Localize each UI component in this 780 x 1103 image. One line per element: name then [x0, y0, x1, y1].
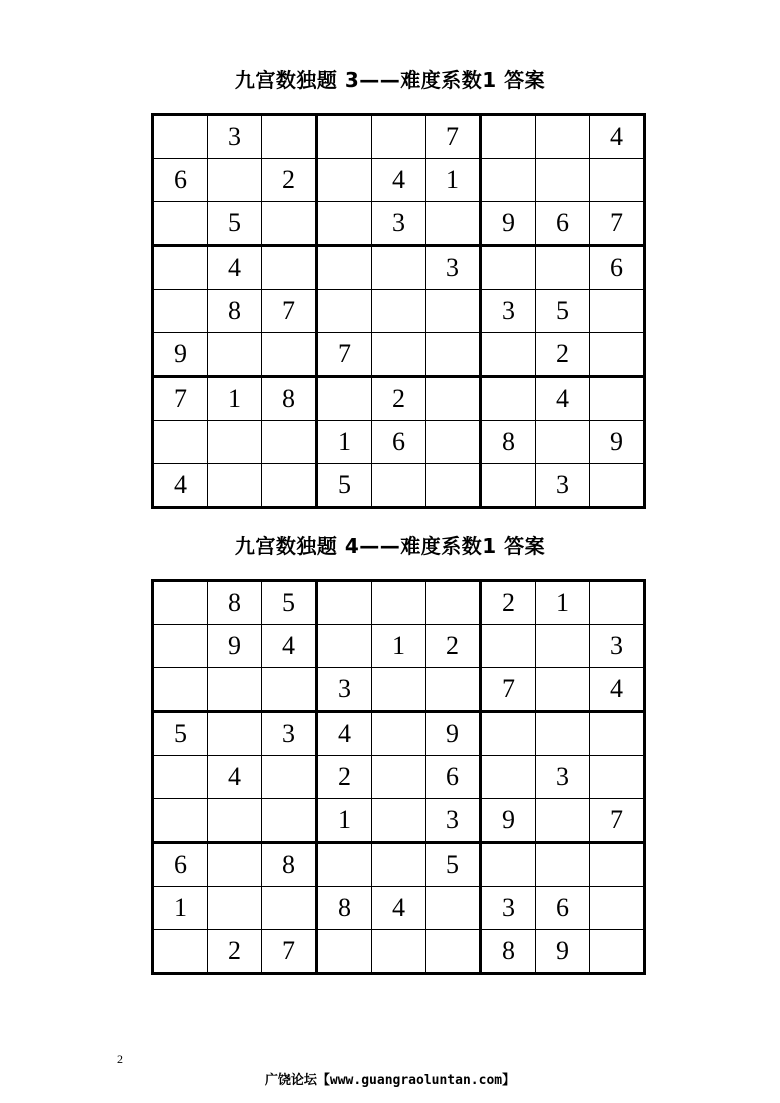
sudoku-cell: [262, 756, 317, 799]
sudoku-cell: [153, 625, 208, 668]
sudoku-cell: 6: [426, 756, 481, 799]
sudoku-cell: [317, 246, 372, 290]
sudoku-cell: [153, 930, 208, 974]
grid-row: [153, 668, 645, 712]
grid-row: [153, 115, 645, 159]
sudoku-cell: 9: [481, 202, 536, 246]
sudoku-cell: 3: [590, 625, 645, 668]
sudoku-cell: 4: [536, 377, 590, 421]
sudoku-cell: [536, 625, 590, 668]
sudoku-cell: 8: [262, 377, 317, 421]
sudoku-cell: [317, 930, 372, 974]
sudoku-cell: [590, 712, 645, 756]
sudoku-cell: [153, 799, 208, 843]
sudoku-cell: 9: [208, 625, 262, 668]
sudoku-cell: [153, 115, 208, 159]
footer-url[interactable]: 【www.guangraoluntan.com】: [316, 1073, 516, 1088]
sudoku-cell: [426, 421, 481, 464]
sudoku-cell: [372, 668, 426, 712]
grid-row: [153, 756, 645, 799]
sudoku-cell: [372, 333, 426, 377]
sudoku-cell: 4: [590, 668, 645, 712]
grid-row: [153, 421, 645, 464]
sudoku-cell: [536, 246, 590, 290]
sudoku-cell: [481, 159, 536, 202]
sudoku-cell: [536, 799, 590, 843]
sudoku-cell: 5: [153, 712, 208, 756]
sudoku-cell: [317, 159, 372, 202]
sudoku-cell: [481, 843, 536, 887]
sudoku-cell: 1: [317, 799, 372, 843]
sudoku-cell: 5: [536, 290, 590, 333]
sudoku-cell: [153, 202, 208, 246]
sudoku-cell: 2: [536, 333, 590, 377]
sudoku-cell: 1: [426, 159, 481, 202]
grid-row: [153, 290, 645, 333]
sudoku-grid-puzzle-4: [151, 579, 646, 975]
sudoku-cell: [262, 668, 317, 712]
sudoku-cell: 7: [262, 930, 317, 974]
sudoku-cell: 3: [208, 115, 262, 159]
sudoku-cell: 6: [372, 421, 426, 464]
sudoku-cell: 3: [317, 668, 372, 712]
sudoku-cell: 4: [590, 115, 645, 159]
sudoku-cell: 6: [536, 887, 590, 930]
sudoku-cell: 7: [426, 115, 481, 159]
sudoku-cell: 7: [317, 333, 372, 377]
grid-row: [153, 712, 645, 756]
sudoku-cell: [590, 159, 645, 202]
sudoku-cell: 1: [372, 625, 426, 668]
sudoku-cell: [262, 464, 317, 508]
sudoku-cell: 4: [317, 712, 372, 756]
sudoku-cell: [481, 115, 536, 159]
sudoku-cell: [208, 421, 262, 464]
grid-row: [153, 159, 645, 202]
sudoku-cell: 3: [426, 246, 481, 290]
sudoku-cell: [426, 464, 481, 508]
sudoku-cell: 2: [317, 756, 372, 799]
sudoku-cell: [153, 421, 208, 464]
sudoku-cell: [426, 930, 481, 974]
sudoku-cell: 3: [536, 756, 590, 799]
sudoku-cell: 4: [208, 756, 262, 799]
sudoku-cell: [372, 930, 426, 974]
sudoku-cell: 9: [426, 712, 481, 756]
sudoku-cell: 8: [481, 930, 536, 974]
sudoku-cell: 8: [481, 421, 536, 464]
sudoku-cell: 3: [536, 464, 590, 508]
sudoku-cell: 3: [372, 202, 426, 246]
sudoku-cell: 3: [481, 290, 536, 333]
sudoku-cell: 4: [372, 159, 426, 202]
grid-row: [153, 843, 645, 887]
sudoku-cell: [317, 290, 372, 333]
sudoku-cell: 1: [536, 581, 590, 625]
sudoku-cell: [590, 464, 645, 508]
sudoku-cell: [372, 115, 426, 159]
sudoku-cell: [481, 625, 536, 668]
sudoku-cell: 8: [317, 887, 372, 930]
sudoku-cell: [426, 290, 481, 333]
sudoku-grid-puzzle-3: [151, 113, 646, 509]
sudoku-cell: [262, 421, 317, 464]
sudoku-cell: 3: [262, 712, 317, 756]
sudoku-cell: 2: [208, 930, 262, 974]
sudoku-cell: 8: [262, 843, 317, 887]
sudoku-cell: [153, 756, 208, 799]
sudoku-cell: 7: [590, 202, 645, 246]
sudoku-cell: 9: [481, 799, 536, 843]
sudoku-cell: [317, 115, 372, 159]
sudoku-cell: [590, 377, 645, 421]
grid-row: [153, 246, 645, 290]
sudoku-cell: 2: [372, 377, 426, 421]
page-number: 2: [117, 1052, 123, 1066]
sudoku-cell: [590, 581, 645, 625]
sudoku-cell: [262, 246, 317, 290]
sudoku-cell: 4: [208, 246, 262, 290]
sudoku-cell: [590, 930, 645, 974]
sudoku-cell: [208, 843, 262, 887]
sudoku-cell: [372, 464, 426, 508]
sudoku-cell: [481, 756, 536, 799]
sudoku-cell: 3: [481, 887, 536, 930]
sudoku-cell: [536, 115, 590, 159]
grid-row: [153, 581, 645, 625]
sudoku-cell: 8: [208, 581, 262, 625]
sudoku-cell: 2: [262, 159, 317, 202]
sudoku-cell: [426, 202, 481, 246]
sudoku-cell: [536, 668, 590, 712]
sudoku-cell: 9: [590, 421, 645, 464]
sudoku-cell: [208, 668, 262, 712]
sudoku-cell: [208, 799, 262, 843]
sudoku-cell: [536, 712, 590, 756]
grid-row: [153, 887, 645, 930]
sudoku-cell: 4: [372, 887, 426, 930]
sudoku-cell: 3: [426, 799, 481, 843]
sudoku-cell: [372, 712, 426, 756]
sudoku-cell: [372, 843, 426, 887]
sudoku-cell: [208, 333, 262, 377]
sudoku-cell: 7: [153, 377, 208, 421]
sudoku-cell: [262, 115, 317, 159]
sudoku-cell: [262, 799, 317, 843]
sudoku-cell: 5: [262, 581, 317, 625]
sudoku-cell: [208, 887, 262, 930]
sudoku-cell: [317, 843, 372, 887]
sudoku-cell: 6: [153, 159, 208, 202]
sudoku-cell: [481, 464, 536, 508]
sudoku-cell: [481, 333, 536, 377]
grid-row: [153, 930, 645, 974]
sudoku-cell: 1: [153, 887, 208, 930]
sudoku-cell: [426, 581, 481, 625]
sudoku-cell: [426, 377, 481, 421]
sudoku-cell: [317, 581, 372, 625]
sudoku-cell: 4: [153, 464, 208, 508]
sudoku-cell: [153, 290, 208, 333]
sudoku-cell: 7: [590, 799, 645, 843]
sudoku-cell: [262, 202, 317, 246]
sudoku-cell: [590, 756, 645, 799]
sudoku-cell: 5: [317, 464, 372, 508]
sudoku-cell: 2: [426, 625, 481, 668]
sudoku-cell: [153, 581, 208, 625]
sudoku-cell: [536, 421, 590, 464]
sudoku-cell: 9: [536, 930, 590, 974]
sudoku-cell: [208, 712, 262, 756]
sudoku-cell: 7: [262, 290, 317, 333]
sudoku-cell: [153, 246, 208, 290]
sudoku-cell: 8: [208, 290, 262, 333]
sudoku-cell: [372, 246, 426, 290]
footer-site-name: 广饶论坛: [264, 1073, 317, 1088]
sudoku-cell: [426, 887, 481, 930]
grid-row: [153, 333, 645, 377]
sudoku-cell: [536, 843, 590, 887]
sudoku-cell: [590, 887, 645, 930]
sudoku-cell: [317, 202, 372, 246]
sudoku-cell: [208, 464, 262, 508]
sudoku-cell: [426, 668, 481, 712]
grid-row: [153, 625, 645, 668]
sudoku-cell: [481, 246, 536, 290]
footer: [0, 1069, 780, 1088]
sudoku-cell: [317, 625, 372, 668]
sudoku-cell: 5: [208, 202, 262, 246]
sudoku-cell: [372, 581, 426, 625]
sudoku-cell: [590, 843, 645, 887]
grid-row: [153, 464, 645, 508]
sudoku-cell: [208, 159, 262, 202]
grid-row: [153, 799, 645, 843]
sudoku-cell: [590, 290, 645, 333]
puzzle-4-title: 九宫数独题 4——难度系数1 答案: [234, 534, 546, 558]
sudoku-cell: 5: [426, 843, 481, 887]
sudoku-cell: 1: [208, 377, 262, 421]
grid-row: [153, 377, 645, 421]
sudoku-cell: 6: [536, 202, 590, 246]
sudoku-cell: [372, 290, 426, 333]
sudoku-cell: 4: [262, 625, 317, 668]
sudoku-cell: [426, 333, 481, 377]
grid-row: [153, 202, 645, 246]
sudoku-cell: 2: [481, 581, 536, 625]
sudoku-cell: 6: [590, 246, 645, 290]
sudoku-cell: [372, 756, 426, 799]
sudoku-cell: [481, 377, 536, 421]
sudoku-cell: [590, 333, 645, 377]
puzzle-3-title: 九宫数独题 3——难度系数1 答案: [234, 68, 546, 92]
sudoku-cell: 7: [481, 668, 536, 712]
sudoku-cell: [317, 377, 372, 421]
sudoku-cell: [262, 333, 317, 377]
sudoku-cell: [372, 799, 426, 843]
sudoku-cell: [536, 159, 590, 202]
sudoku-cell: 9: [153, 333, 208, 377]
sudoku-cell: [481, 712, 536, 756]
sudoku-cell: 1: [317, 421, 372, 464]
sudoku-cell: [262, 887, 317, 930]
sudoku-cell: 6: [153, 843, 208, 887]
sudoku-cell: [153, 668, 208, 712]
